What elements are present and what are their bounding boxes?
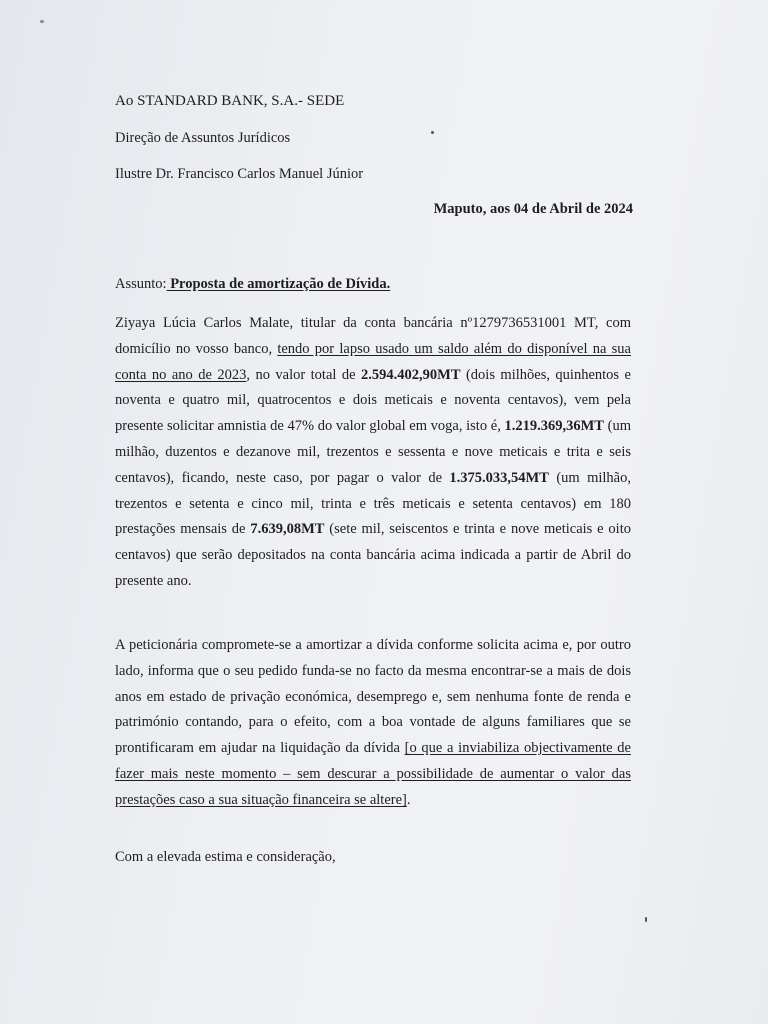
paper-speck [645,917,647,922]
letter-date: Maputo, aos 04 de Abril de 2024 [433,201,633,217]
subject-label: Assunto: [115,276,167,292]
letter-subject [115,276,390,293]
addressee-line-1: Ao STANDARD BANK, S.A.- SEDE [115,93,345,109]
underlined-clause: [o que a inviabiliza objectivamente de fazer mais neste momento – sem descurar a possibilidade de aumentar o valor das prestações caso a sua situação financeira se altere] [115,740,631,808]
addressee-line-3: Ilustre Dr. Francisco Carlos Manuel Júnior [115,166,364,182]
addressee-line-2: Direção de Assuntos Jurídicos [115,130,291,146]
closing-line: Com a elevada estima e consideração, [115,849,336,865]
body-paragraph-1: Ziyaya Lúcia Carlos Malate, titular da conta bancária nº1279736531001 MT, com domicílio no vosso banco, tendo por lapso usado um saldo além do disponível na sua conta no ano de 2023, no valor total de 2.594.402,90MT (dois milhões, quinhentos e noventa e quatro mil, quatrocentos e dois meticais e noventa centavos), vem pela presente solicitar amnistia de 47% do valor global em voga, isto é, 1.219.369,36MT (um milhão, duzentos e dezanove mil, trezentos e sessenta e nove meticais e trita e seis centavos), ficando, neste caso, por pagar o valor de 1.375.033,54MT (um milhão, trezentos e setenta e cinco mil, trinta e três meticais e setenta centavos) em 180 prestações mensais de 7.639,08MT (sete mil, seiscentos e trinta e nove meticais e oito centavos) que serão depositados na conta bancária acima indicada a partir de Abril do presente ano. [115,315,631,589]
underlined-clause: tendo por lapso usado um saldo além do disponível na sua conta no ano de 2023 [115,340,631,383]
amount-remaining: 1.375.033,54MT [449,469,549,486]
amount-installment: 7.639,08MT [250,521,325,538]
amount-amnesty: 1.219.369,36MT [504,418,604,435]
body-paragraph-2: A peticionária compromete-se a amortizar a dívida conforme solicita acima e, por outro lado, informa que o seu pedido funda-se no facto da mesma encontrar-se a mais de dois anos em estado de privação económica, desemprego e, sem nenhuma fonte de renda e património contando, para o efeito, com a boa vontade de alguns familiares que se prontificaram em ajudar na liquidação da dívida [o que a inviabiliza objectivamente de fazer mais neste momento – sem descurar a possibilidade de aumentar o valor das prestações caso a sua situação financeira se altere]. [115,637,631,808]
paper-speck [40,20,44,23]
paper-speck [431,131,434,134]
subject-text: Proposta de amortização de Dívida. [166,276,391,292]
amount-total: 2.594.402,90MT [361,366,461,383]
